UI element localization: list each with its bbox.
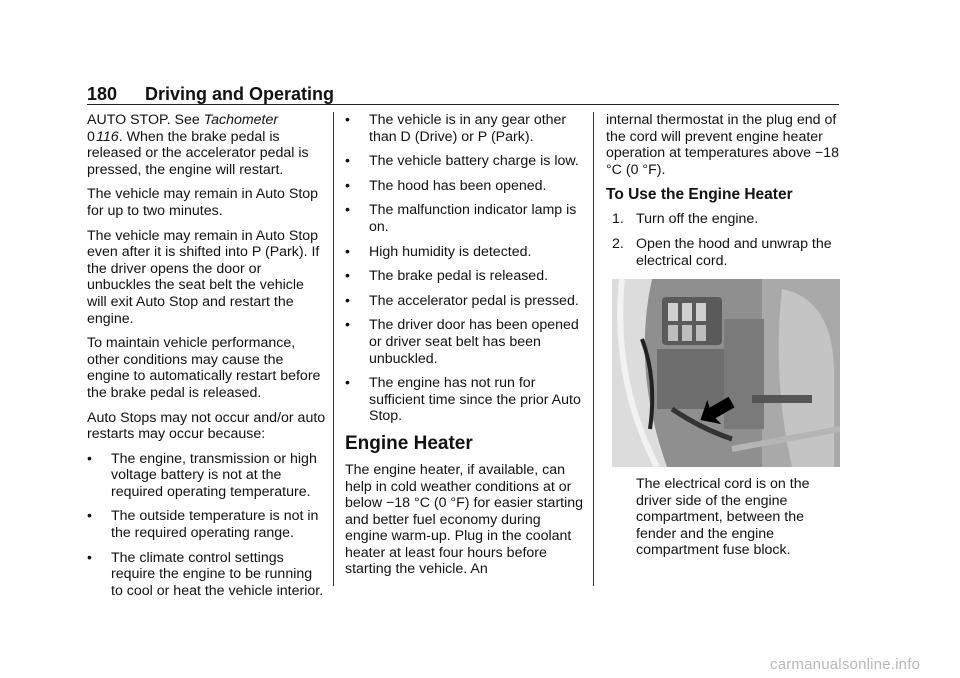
step-item: 1. Turn off the engine. (612, 211, 759, 228)
bullet-icon: • (345, 177, 350, 194)
bullet-icon: • (345, 317, 350, 334)
page-ref-icon: 0 (87, 128, 95, 145)
column-divider-1 (333, 112, 334, 586)
list-item: • The vehicle battery charge is low. (345, 153, 579, 170)
paragraph: The vehicle may remain in Auto Stop even after it is shifted into P (Park). If the driver opens the door or unbuckles the seat belt the vehicle will exit Auto Stop and restart the engine. (87, 227, 320, 327)
photo-caption: The electrical cord is on the driver side of the engine compartment, between the fender and the engine compartment fuse block. (636, 476, 810, 559)
column-3 (606, 112, 841, 277)
engine-compartment-photo (612, 279, 840, 467)
list-item: • The climate control settings require the engine to be running to cool or heat the vehicle interior. (87, 549, 324, 599)
column-1 (87, 112, 327, 607)
list-item: • The outside temperature is not in the required operating range. (87, 508, 319, 542)
bullet-icon: • (345, 292, 350, 309)
list-item: • The brake pedal is released. (345, 268, 549, 285)
bullet-icon: • (345, 268, 350, 285)
engine-photo-illustration (612, 279, 840, 467)
list-item: • The engine has not run for sufficient time since the prior Auto Stop. (345, 375, 581, 425)
bullet-icon: • (345, 202, 350, 219)
list-item: • The malfunction indicator lamp is on. (345, 202, 577, 235)
list-item: • The engine, transmission or high voltage battery is not at the required operating temperature. (87, 450, 317, 500)
list-item: • The hood has been opened. (345, 177, 547, 194)
list-item: • The accelerator pedal is pressed. (345, 292, 579, 309)
paragraph: AUTO STOP. See Tachometer 0 116. When the brake pedal is released or the accelerator pedal is pressed, the engine will restart. (87, 112, 309, 178)
bullet-icon: • (345, 375, 350, 392)
page-header (87, 84, 839, 105)
list-item: • The driver door has been opened or driver seat belt has been unbuckled. (345, 317, 579, 367)
paragraph: Auto Stops may not occur and/or auto restarts may occur because: (87, 409, 326, 443)
use-engine-heater-heading: To Use the Engine Heater (606, 186, 793, 204)
bullet-icon: • (345, 153, 350, 170)
list-item: • High humidity is detected. (345, 243, 532, 260)
conditions-list (87, 451, 327, 600)
engine-heater-heading: Engine Heater (345, 432, 473, 454)
column-2 (345, 112, 585, 586)
paragraph: The engine heater, if available, can help in cold weather conditions at or below −18 °C (0 °F) for easier starting and better fuel economy during engine warm-up. Plug in the coolant heater at least four hours before starting the vehicle. An (345, 461, 584, 578)
bullet-icon: • (87, 549, 92, 566)
bullet-icon: • (87, 450, 92, 467)
section-title: Driving and Operating (145, 84, 335, 104)
paragraph: internal thermostat in the plug end of the cord will prevent engine heater operation at temperatures above −18 °C (0 °F). (606, 112, 840, 178)
paragraph: To maintain vehicle performance, other conditions may cause the engine to automatically restart before the brake pedal is released. (87, 335, 321, 401)
paragraph: The vehicle may remain in Auto Stop for up to two minutes. (87, 186, 319, 219)
tachometer-link[interactable]: Tachometer (203, 112, 279, 128)
conditions-list-continued (345, 112, 585, 425)
bullet-icon: • (87, 508, 92, 525)
list-item: • The vehicle is in any gear other than D (Drive) or P (Park). (345, 112, 567, 145)
bullet-icon: • (345, 243, 350, 260)
watermark-text: carmanualsonline.info (770, 656, 921, 673)
step-item: 2. Open the hood and unwrap the electrical cord. (612, 235, 832, 269)
page-ref[interactable]: 116 (96, 128, 119, 145)
steps-list (612, 211, 841, 269)
column-divider-2 (593, 112, 594, 586)
bullet-icon: • (345, 112, 350, 128)
page-number: 180 (87, 84, 118, 104)
